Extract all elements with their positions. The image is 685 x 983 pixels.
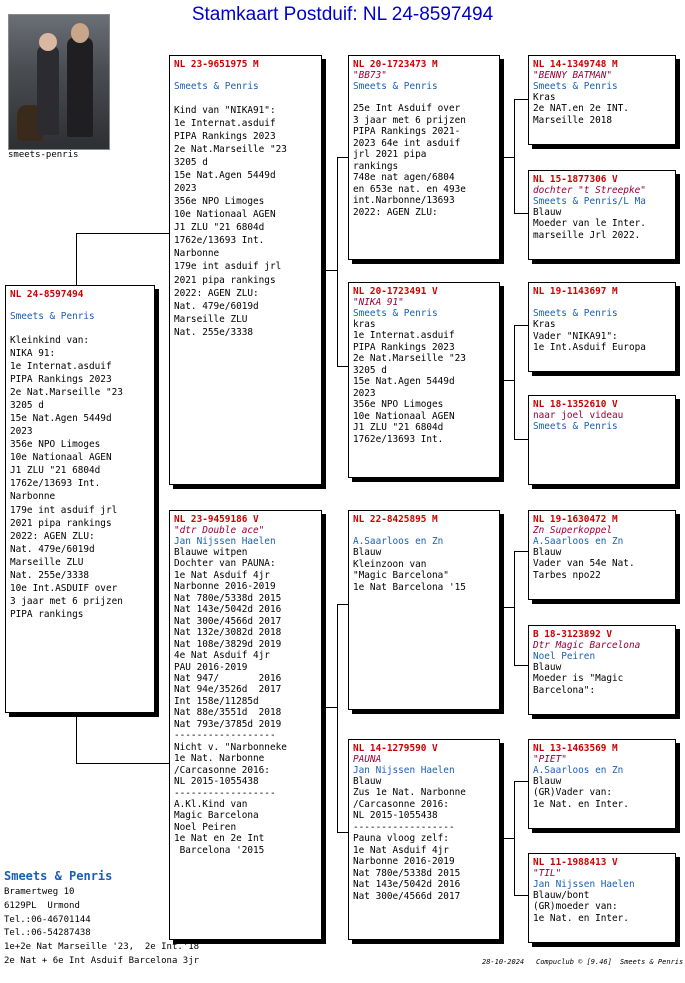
ggp-6-card[interactable]	[528, 625, 676, 715]
breeder-name: Smeets & Penris	[353, 81, 438, 92]
note-line: 1e Nat. en Inter.	[533, 912, 629, 924]
note-line: 2e Nat.Marseille "23	[10, 387, 123, 399]
note-line: /Carcasonne 2016:	[174, 764, 270, 776]
ring-number: NL 24-8597494	[10, 289, 84, 300]
breeder-name: Smeets & Penris	[533, 308, 618, 320]
dam-card[interactable]	[169, 510, 322, 940]
note-line: 1e Nat Barcelona '15	[353, 581, 466, 593]
ggp-5-card[interactable]	[528, 510, 676, 600]
note-line: 2022: AGEN ZLU:	[353, 206, 438, 218]
note-line: 10e Nationaal AGEN	[10, 452, 112, 464]
note-line: Moeder van le Inter.	[533, 218, 646, 230]
note-line: Narbonne 2016-2019	[353, 856, 455, 868]
note-line: A.Kl.Kind van	[174, 798, 248, 810]
card-notes	[533, 92, 671, 126]
ring-number: NL 13-1463569 M	[533, 743, 618, 754]
note-line: 1e Internat.asduif	[174, 117, 276, 129]
note-line: Kleinkind van:	[10, 334, 90, 346]
breeder-name: Smeets & Penris/L Ma	[533, 196, 646, 207]
note-line: 10e Nationaal AGEN	[353, 410, 455, 422]
owner-photo	[8, 14, 110, 150]
ggp-4-card[interactable]	[528, 395, 676, 485]
card-notes	[10, 334, 150, 621]
note-line: Moeder is "Magic	[533, 673, 624, 685]
note-line: 15e Nat.Agen 5449d	[174, 170, 276, 182]
card-notes	[533, 547, 671, 581]
connector	[337, 366, 348, 367]
note-line: NL 2015-1055438	[353, 810, 438, 822]
note-line: Blauwe witpen	[174, 547, 248, 558]
note-line: Nat 780e/5338d 2015	[174, 592, 282, 604]
note-line: 2e Nat.Marseille "23	[174, 144, 287, 156]
note-line: Noel Peiren	[174, 821, 237, 833]
note-line: J1 ZLU "21 6804d	[10, 465, 101, 477]
note-line: Nat 793e/3785d 2019	[174, 718, 282, 730]
breeder-name: Jan Nijssen Haelen	[353, 765, 455, 776]
note-line: Nat 143e/5042d 2016	[353, 879, 461, 891]
note-line: PIPA Rankings 2023	[10, 374, 112, 386]
breeder-name: Noel Peiren	[533, 651, 596, 662]
breeder-name: Smeets & Penris	[533, 81, 618, 92]
connector	[514, 551, 515, 665]
note-line: Blauw	[533, 776, 562, 787]
granddam-2-card[interactable]	[348, 739, 500, 940]
photo-person-right	[67, 37, 93, 137]
connector	[337, 604, 348, 605]
owner-phone-1: Tel.:06-46701144	[4, 915, 91, 925]
note-line: PIPA rankings	[10, 608, 84, 620]
card-notes	[353, 92, 495, 218]
ring-number: NL 20-1723473 M	[353, 59, 438, 70]
owner-achievement-1: 1e+2e Nat Marseille '23, 2e Int.'18	[4, 942, 200, 952]
note-line: 356e NPO Limoges	[10, 439, 101, 451]
note-line: Nat. 255e/3338	[10, 569, 90, 581]
ring-number: NL 14-1279590 V	[353, 743, 438, 754]
pigeon-name: "BENNY BATMAN"	[533, 70, 613, 81]
connector	[76, 763, 169, 764]
note-line: 2e NAT.en 2e INT.	[533, 103, 629, 115]
pigeon-name: "TIL"	[533, 868, 562, 879]
card-notes	[353, 776, 495, 902]
note-line: 3205 d	[10, 400, 44, 412]
note-line: Kras	[533, 92, 556, 103]
breeder-name: Jan Nijssen Haelen	[174, 536, 276, 547]
pigeon-name: Zn Superkoppel	[533, 525, 613, 536]
note-line: Blauw	[533, 547, 562, 558]
note-line: 25e Int Asduif over	[353, 103, 461, 115]
subject-card[interactable]	[5, 285, 155, 713]
footer-software: Compuclub © [9.46]	[536, 958, 612, 966]
note-line	[353, 92, 495, 103]
note-line: Kras	[533, 319, 556, 331]
note-line: 1e Internat.asduif	[353, 330, 455, 342]
note-line: 10e Int.ASDUIF over	[10, 582, 118, 594]
connector	[322, 270, 337, 271]
note-line: jrl 2021 pipa	[353, 149, 427, 161]
ring-number: NL 23-9651975 M	[174, 59, 259, 70]
ggp-8-card[interactable]	[528, 853, 676, 943]
connector	[337, 604, 338, 832]
note-line: Nat 108e/3829d 2019	[174, 638, 282, 650]
note-line: Int 158e/11285d	[174, 695, 259, 707]
footer-date: 28-10-2024	[482, 958, 525, 966]
pigeon-name: "dtr Double ace"	[174, 525, 265, 536]
connector	[514, 99, 515, 213]
photo-person-left	[37, 45, 59, 135]
note-line: Blauw	[533, 662, 562, 673]
note-line: 356e NPO Limoges	[353, 399, 444, 411]
note-line: PIPA Rankings 2023	[174, 131, 276, 142]
ggp-3-card[interactable]	[528, 282, 676, 372]
note-line: Dochter van PAUNA:	[174, 558, 276, 570]
note-line: 1e Internat.asduif	[10, 361, 112, 372]
note-line: 2e Nat.Marseille "23	[353, 353, 466, 365]
connector	[337, 157, 348, 158]
note-line: PIPA Rankings 2021-	[353, 126, 461, 138]
note-line: Magic Barcelona	[174, 810, 259, 822]
note-line: Nat 300e/4566d 2017	[174, 615, 282, 627]
owner-name: Smeets & Penris	[4, 869, 113, 883]
card-notes	[353, 547, 495, 593]
ring-number: NL 22-8425895 M	[353, 514, 438, 525]
note-line: 3 jaar met 6 prijzen	[353, 114, 466, 126]
card-notes	[533, 319, 671, 353]
connector	[514, 325, 528, 326]
note-line: 3 jaar met 6 prijzen	[10, 595, 123, 607]
page-title: Stamkaart Postduif: NL 24-8597494	[191, 4, 494, 25]
owner-city: 6129PL Urmond	[4, 901, 80, 911]
note-line: 2023	[174, 183, 197, 195]
owner-address: Bramertweg 10	[4, 887, 75, 897]
pigeon-name: Dtr Magic Barcelona	[533, 640, 641, 651]
note-line: Blauw	[533, 207, 562, 218]
pigeon-name: "PIET"	[533, 754, 567, 765]
connector	[500, 380, 514, 381]
note-line: 2023	[10, 426, 33, 438]
ggp-1-card[interactable]	[528, 55, 676, 145]
note-line: Marseille ZLU	[10, 556, 84, 568]
note-line: "Magic Barcelona"	[353, 570, 449, 582]
ring-number: NL 18-1352610 V	[533, 399, 618, 410]
note-line: 2021 pipa rankings	[174, 274, 276, 286]
breeder-name: A.Saarloos en Zn	[533, 536, 624, 547]
note-line: 1e Nat. en Inter.	[533, 798, 629, 810]
ring-number: B 18-3123892 V	[533, 629, 613, 640]
note-line: J1 ZLU "21 6804d	[174, 222, 265, 234]
card-notes	[533, 776, 671, 810]
connector	[514, 665, 528, 666]
pigeon-name: naar joel videau	[533, 410, 624, 421]
note-line: 179e int asduif jrl	[174, 261, 282, 273]
breeder-name: Jan Nijssen Haelen	[533, 879, 635, 890]
connector	[514, 781, 515, 895]
connector	[514, 439, 528, 440]
note-line: 1762e/13693 Int.	[10, 478, 101, 490]
note-line: Blauw	[353, 547, 382, 559]
card-notes	[353, 319, 495, 445]
connector	[500, 607, 514, 608]
ring-number: NL 14-1349748 M	[533, 59, 618, 70]
connector	[76, 233, 77, 285]
photo-head-left	[39, 33, 57, 51]
breeder-name: Smeets & Penris	[353, 308, 438, 319]
card-notes	[533, 662, 671, 696]
note-line: Kleinzoon van	[353, 558, 427, 570]
connector	[514, 213, 528, 214]
note-line: Blauw	[353, 776, 382, 787]
note-line: Kind van "NIKA91":	[174, 104, 276, 116]
pigeon-name: "BB73"	[353, 70, 387, 81]
note-line: 356e NPO Limoges	[174, 196, 265, 208]
grandsire-2-card[interactable]	[348, 510, 500, 710]
note-line: Nat 143e/5042d 2016	[174, 604, 282, 616]
note-line: Nat 300e/4566d 2017	[353, 890, 461, 902]
breeder-name: Smeets & Penris	[10, 311, 95, 323]
note-line: ------------------	[353, 821, 455, 833]
note-line: Nat 88e/3551d 2018	[174, 707, 282, 719]
connector	[514, 99, 528, 100]
pigeon-name: dochter "t Streepke"	[533, 185, 646, 196]
connector	[337, 157, 338, 366]
note-line: 1e Nat Asduif 4jr	[174, 569, 270, 581]
note-line: Nicht v. "Narbonneke	[174, 741, 287, 753]
note-line: 179e int asduif jrl	[10, 504, 118, 516]
breeder-name: Smeets & Penris	[174, 81, 259, 93]
owner-achievement-2: 2e Nat + 6e Int Asduif Barcelona 3jr	[4, 956, 200, 966]
note-line: Tarbes npo22	[533, 569, 601, 581]
note-line: 3205 d	[353, 364, 387, 376]
ring-number: NL 19-1143697 M	[533, 286, 618, 297]
note-line: Vader "NIKA91":	[533, 330, 618, 342]
note-line: Blauw/bont	[533, 890, 590, 901]
note-line: marseille Jrl 2022.	[533, 229, 641, 241]
card-notes	[174, 547, 317, 856]
pigeon-name: PAUNA	[353, 754, 382, 765]
note-line: PAU 2016-2019	[174, 661, 248, 673]
note-line: Nat 947/ 2016	[174, 672, 282, 684]
note-line: ------------------	[174, 787, 276, 799]
ring-number: NL 15-1877306 V	[533, 174, 618, 185]
note-line: int.Narbonne/13693	[353, 195, 455, 207]
note-line: 1e Nat Asduif 4jr	[353, 844, 449, 856]
connector	[514, 781, 528, 782]
note-line: 748e nat agen/6804	[353, 172, 455, 184]
note-line: Narbonne	[174, 248, 220, 260]
note-line: Zus 1e Nat. Narbonne	[353, 787, 466, 799]
breeder-name: A.Saarloos en Zn	[533, 765, 624, 776]
ggp-2-card[interactable]	[528, 170, 676, 260]
connector	[76, 233, 169, 234]
note-line: Nat. 479e/6019d	[10, 543, 95, 555]
connector	[514, 551, 528, 552]
owner-phone-2: Tel.:06-54287438	[4, 928, 91, 938]
note-line: 2022: AGEN ZLU:	[174, 287, 259, 299]
note-line: Marseille ZLU	[174, 313, 248, 325]
grandsire-1-card[interactable]	[348, 55, 500, 260]
note-line: Nat 94e/3526d 2017	[174, 684, 282, 696]
note-line: 1e Int.Asduif Europa	[533, 342, 646, 354]
pigeon-name: "NIKA 91"	[353, 297, 404, 308]
note-line: kras	[353, 319, 376, 330]
connector	[514, 325, 515, 439]
note-line: 1762e/13693 Int.	[174, 235, 265, 247]
breeder-name: Smeets & Penris	[533, 421, 618, 432]
note-line: 3205 d	[174, 157, 208, 169]
note-line: 1e Nat. Narbonne	[174, 753, 265, 765]
photo-head-right	[71, 23, 89, 43]
card-notes	[533, 207, 671, 241]
note-line: Nat. 255e/3338	[174, 326, 254, 338]
note-line: /Carcasonne 2016:	[353, 798, 449, 810]
note-line: PIPA Rankings 2023	[353, 341, 455, 353]
footer-owner: Smeets & Penris	[620, 958, 684, 966]
note-line: ------------------	[174, 730, 276, 742]
ring-number: NL 23-9459186 V	[174, 514, 259, 525]
connector	[322, 707, 337, 708]
note-line: 15e Nat.Agen 5449d	[10, 413, 112, 425]
ring-number: NL 19-1630472 M	[533, 514, 618, 525]
note-line: (GR)Vader van:	[533, 787, 613, 799]
note-line: Marseille 2018	[533, 114, 613, 126]
note-line: 2022: AGEN ZLU:	[10, 530, 95, 542]
connector	[514, 895, 528, 896]
note-line: Barcelona":	[533, 684, 596, 696]
breeder-name: A.Saarloos en Zn	[353, 536, 444, 548]
note-line: 2023	[353, 387, 376, 399]
note-line: J1 ZLU "21 6804d	[353, 422, 444, 434]
connector	[337, 832, 348, 833]
sire-card[interactable]	[169, 55, 322, 485]
card-notes	[174, 104, 317, 339]
note-line: 4e Nat Asduif 4jr	[174, 650, 270, 662]
note-line: Narbonne 2016-2019	[174, 581, 276, 593]
note-line: 1762e/13693 Int.	[353, 433, 444, 445]
note-line: 1e Nat en 2e Int	[174, 833, 265, 845]
note-line: Nat 132e/3082d 2018	[174, 627, 282, 639]
note-line: 2023 64e int asduif	[353, 137, 461, 149]
granddam-1-card[interactable]	[348, 282, 500, 478]
note-line: Nat 780e/5338d 2015	[353, 867, 461, 879]
note-line: Pauna vloog zelf:	[353, 833, 449, 845]
note-line: Vader van 54e Nat.	[533, 558, 635, 570]
note-line: (GR)moeder van:	[533, 901, 618, 913]
ring-number: NL 20-1723491 V	[353, 286, 438, 297]
note-line: 2021 pipa rankings	[10, 517, 112, 529]
note-line: Narbonne	[10, 491, 56, 503]
connector	[76, 713, 77, 763]
connector	[500, 838, 514, 839]
connector	[500, 157, 514, 158]
note-line: 10e Nationaal AGEN	[174, 209, 276, 221]
note-line: rankings	[353, 160, 399, 172]
note-line: NIKA 91:	[10, 347, 56, 359]
ggp-7-card[interactable]	[528, 739, 676, 829]
ring-number: NL 11-1988413 V	[533, 857, 618, 868]
photo-caption: smeets-penris	[8, 150, 79, 160]
note-line: en 653e nat. en 493e	[353, 183, 466, 195]
note-line: Barcelona '2015	[174, 844, 265, 856]
note-line: 15e Nat.Agen 5449d	[353, 376, 455, 388]
note-line: Nat. 479e/6019d	[174, 300, 259, 312]
card-notes	[533, 890, 671, 924]
note-line: NL 2015-1055438	[174, 776, 259, 788]
